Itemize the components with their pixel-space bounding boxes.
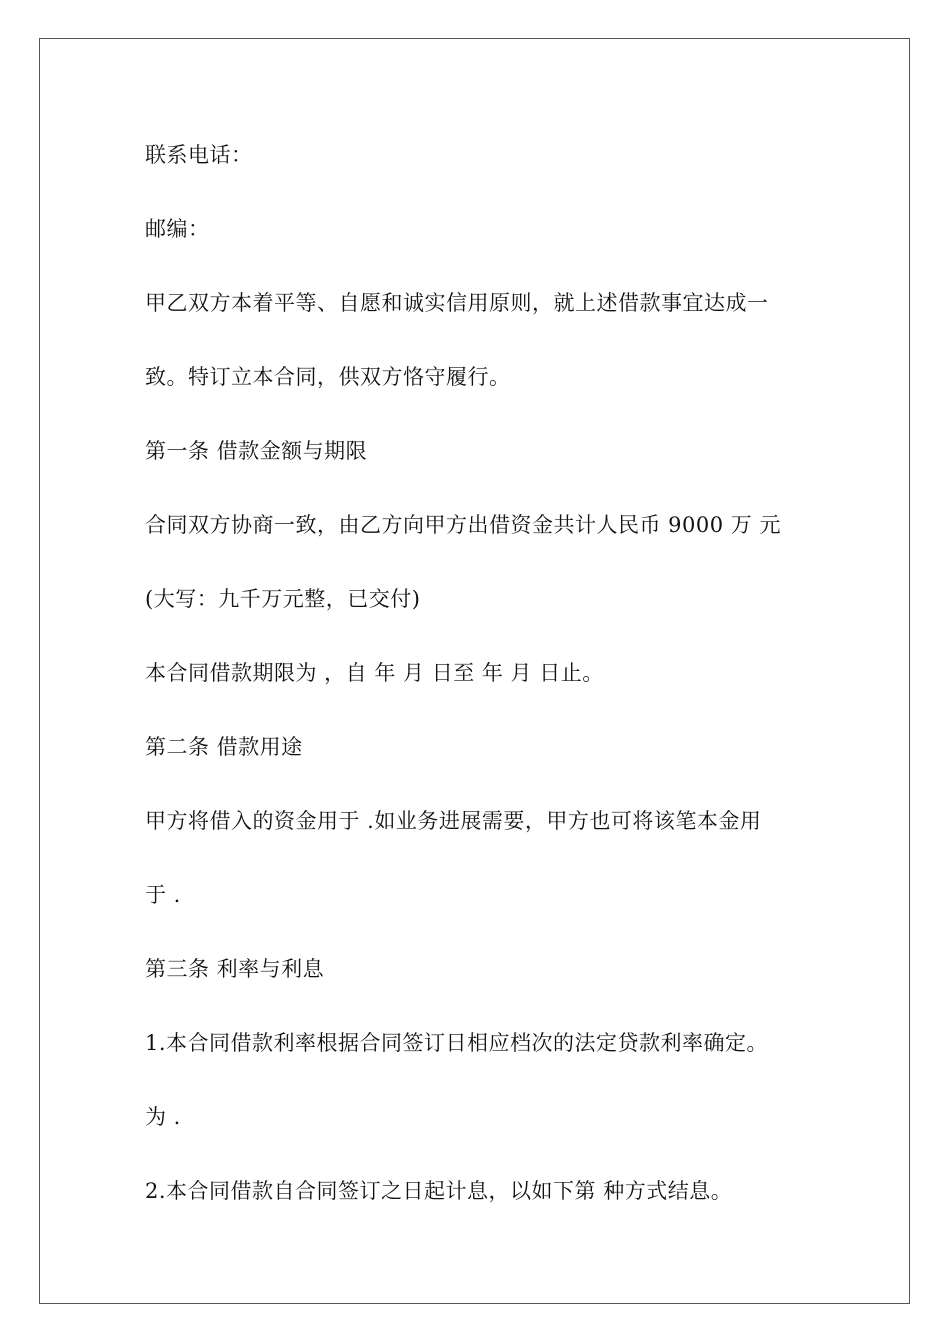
article-2-heading: 第二条 借款用途: [145, 735, 303, 759]
paragraph-line: 合同双方协商一致，由乙方向甲方出借资金共计人民币 9000 万 元: [145, 513, 781, 537]
paragraph-line: 1.本合同借款利率根据合同签订日相应档次的法定贷款利率确定。: [145, 1031, 769, 1055]
paragraph-line: 为 .: [145, 1105, 181, 1129]
paragraph-line: 于 .: [145, 883, 181, 907]
contact-phone-line: 联系电话：: [145, 143, 253, 167]
paragraph-line: 本合同借款期限为 ，自 年 月 日至 年 月 日止。: [145, 661, 604, 685]
document-body: [145, 135, 805, 1245]
article-1-heading: 第一条 借款金额与期限: [145, 439, 368, 463]
paragraph-line: (大写：九千万元整，已交付): [145, 587, 421, 611]
paragraph-line: 甲方将借入的资金用于 .如业务进展需要，甲方也可将该笔本金用: [145, 809, 762, 833]
paragraph-line: 致。特订立本合同，供双方恪守履行。: [145, 365, 511, 389]
paragraph-line: 2.本合同借款自合同签订之日起计息，以如下第 种方式结息。: [145, 1179, 733, 1203]
article-3-heading: 第三条 利率与利息: [145, 957, 325, 981]
postal-code-line: 邮编：: [145, 217, 210, 241]
paragraph-line: 甲乙双方本着平等、自愿和诚实信用原则，就上述借款事宜达成一: [145, 291, 769, 315]
